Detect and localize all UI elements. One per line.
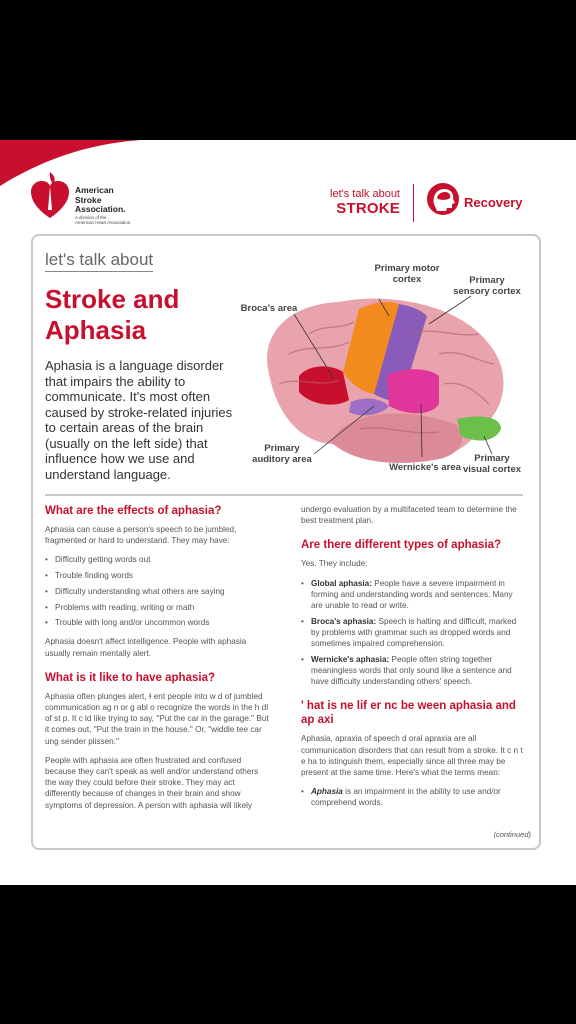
label-line: Primary	[469, 275, 505, 286]
org-name-line: American	[75, 185, 114, 195]
label-primary-sensory-cortex	[445, 276, 529, 297]
list-item: • Trouble finding words	[45, 570, 270, 581]
list-item: • Difficulty getting words out	[45, 554, 270, 565]
label-line: Wernicke's area	[389, 462, 461, 473]
page-title	[45, 284, 179, 346]
heart-torch-logo	[30, 170, 70, 220]
difference-paragraph: Aphasia, apraxia of speech d oral apraxia are all communication disorders that can result from a stroke. It c n t e ha to istinguish them, especially since all three may be present at the same time. Here's what the terms mean:	[301, 734, 523, 778]
org-subtitle: A division of the	[75, 214, 107, 220]
label-brocas-area	[239, 304, 299, 315]
list-item	[301, 654, 526, 688]
term: Broca's aphasia:	[311, 616, 377, 626]
effects-note: Aphasia doesn't affect intelligence. People with aphasia usually remain mentally alert.	[45, 637, 247, 658]
title-line: Aphasia	[45, 315, 147, 345]
lets-talk-stroke	[300, 188, 400, 217]
brain-head-icon	[426, 182, 460, 216]
org-name-line: Association.	[75, 204, 126, 214]
label-line: Primary	[474, 453, 510, 464]
content-card	[31, 234, 541, 850]
header-divider	[413, 184, 414, 222]
types-list	[301, 578, 526, 688]
effects-list	[45, 554, 270, 628]
term-text: People have a severe impairment in forming and understanding words and sentences. Many are unable to read or write.	[311, 578, 513, 611]
list-item: • Trouble with long and/or uncommon words	[45, 617, 270, 628]
label-line: auditory area	[252, 453, 312, 465]
label-line: Broca's area	[240, 303, 298, 314]
label-primary-visual-cortex	[457, 454, 527, 475]
like-heading: What is it like to have aphasia?	[45, 671, 215, 684]
effects-heading: What are the effects of aphasia?	[45, 505, 222, 517]
org-name-line: Stroke	[75, 194, 102, 205]
list-item	[301, 578, 526, 612]
section-divider	[45, 494, 523, 496]
term: Aphasia	[311, 787, 343, 797]
like-paragraph: Aphasia often plunges alert, ɫ ent people into w d of jumbled communication ag n or g abl o recognize the words in the h dl of st p. It c ld like trying to say, "Put the car in the garage." But it comes out, "Put the train in the house." Or, "widdle tee car ung sender plissen."	[45, 691, 269, 746]
difference-list	[301, 786, 526, 808]
term: Wernicke's aphasia:	[311, 654, 390, 664]
list-item	[301, 786, 526, 808]
label-line: Primary motor	[374, 263, 440, 274]
left-column	[45, 504, 270, 819]
title-line: Stroke and	[45, 284, 180, 314]
term-text: People often string together meaningless words that only sound like a sentence and have difficulty understanding others' speech.	[311, 654, 512, 687]
label-line: Primary	[264, 443, 300, 454]
list-item: • Problems with reading, writing or math	[45, 602, 270, 613]
right-column	[301, 504, 526, 817]
label-wernickes-area	[385, 463, 465, 474]
term: Global aphasia:	[311, 578, 372, 588]
term-text: Speech is halting and difficult, marked by problems with grammar such as dropped words and sometimes impaired comprehension.	[311, 616, 517, 649]
label-line: visual cortex	[462, 463, 522, 475]
difference-heading: ' hat is ne lif er nc be ween aphasia and ap axi	[301, 700, 516, 727]
term-text: is an impairment in the ability to use and/or comprehend words.	[311, 787, 501, 808]
list-item	[301, 616, 526, 650]
list-item: • Difficulty understanding what others are saying	[45, 586, 270, 597]
types-intro: Yes. They include:	[301, 559, 368, 569]
label-line: cortex	[392, 273, 422, 285]
lets-talk-label: let's talk about	[330, 188, 400, 200]
label-line: sensory cortex	[453, 285, 521, 297]
org-subtitle: American Heart Association.	[75, 219, 132, 225]
brain-illustration	[239, 264, 529, 484]
continued-paragraph: undergo evaluation by a multifaceted team to determine the best treatment plan.	[301, 505, 517, 526]
continued-note: (continued)	[493, 830, 531, 839]
org-name	[75, 186, 132, 225]
label-primary-motor-cortex	[367, 264, 447, 285]
types-heading: Are there different types of aphasia?	[301, 539, 502, 552]
intro-paragraph: Aphasia is a language disorder that impairs the ability to communicate. It's most often caused by stroke-related injuries to certain areas of the brain (usually on the left side) that influence how we use and understand language.	[45, 358, 233, 482]
label-primary-auditory-area	[249, 444, 315, 465]
document-page	[0, 140, 576, 885]
like-paragraph-2: People with aphasia are often frustrated and confused because they can't speak as well and/or understand others the way they could before their stroke. They may act differently because of changes in their brain and show symptoms of depression. A person with aphasia will likely	[45, 755, 259, 810]
stroke-label: STROKE	[336, 200, 400, 217]
kicker: let's talk about	[45, 250, 153, 272]
recovery-label: Recovery	[464, 195, 523, 210]
effects-paragraph: Aphasia can cause a person's speech to be jumbled, fragmented or hard to understand. They may have:	[45, 525, 237, 546]
